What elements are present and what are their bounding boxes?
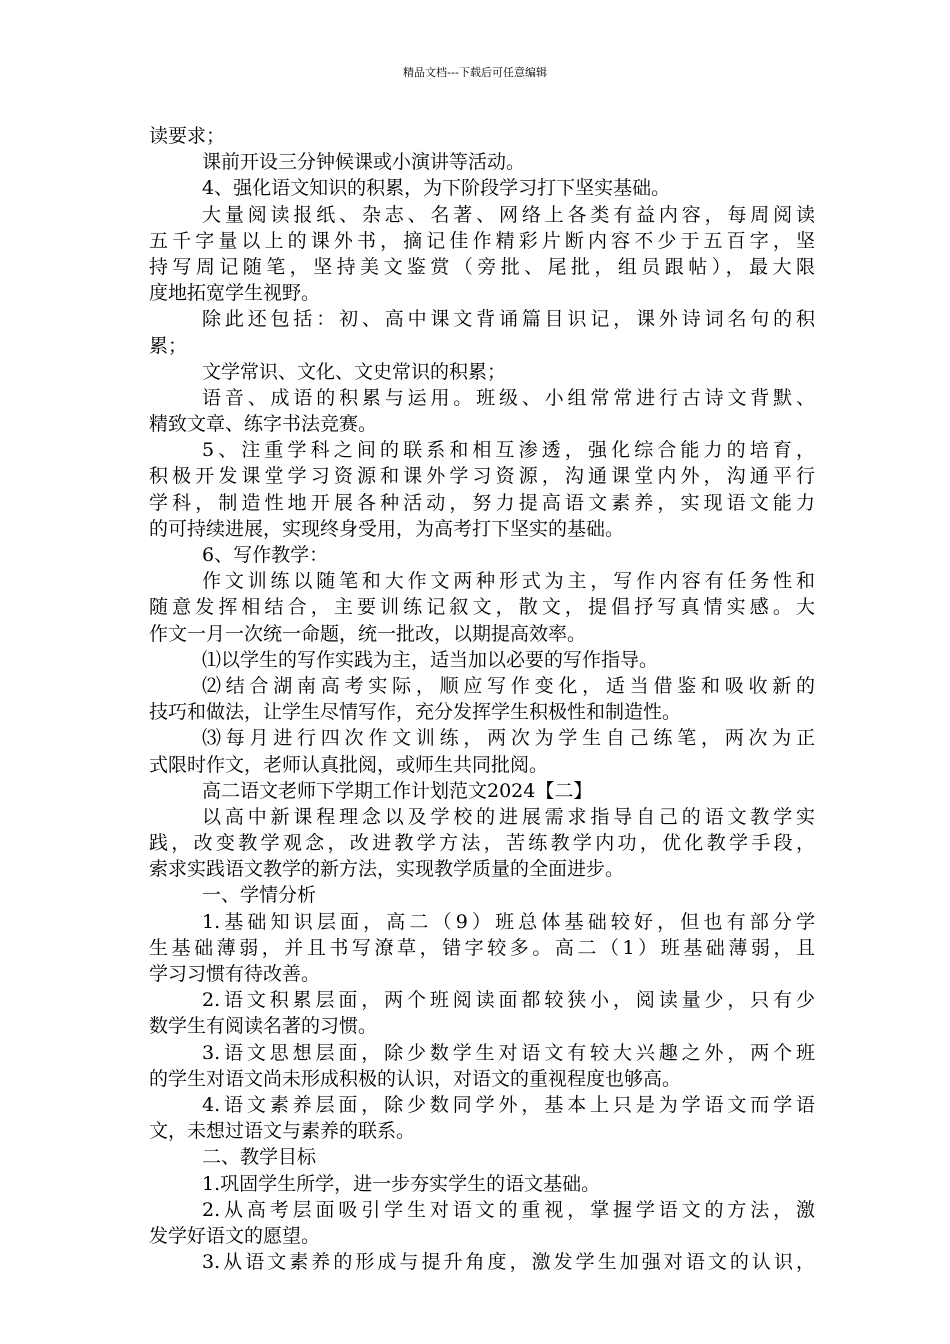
text-line: 4.语文素养层面，除少数同学外，基本上只是为学语文而学语 (202, 1093, 815, 1116)
text-line: 4、强化语文知识的积累，为下阶段学习打下坚实基础。 (202, 177, 671, 200)
page-header: 精品文档---下载后可任意编辑 (403, 66, 547, 79)
text-line: 作文训练以随笔和大作文两种形式为主，写作内容有任务性和 (202, 570, 815, 593)
text-line: 度地拓宽学生视野。 (149, 282, 321, 305)
text-line: 的可持续进展，实现终身受用，为高考打下坚实的基础。 (149, 517, 625, 540)
text-line: 学习习惯有待改善。 (149, 963, 321, 985)
text-line: 课前开设三分钟候课或小演讲等活动。 (202, 151, 526, 174)
text-line: 大量阅读报纸、杂志、名著、网络上各类有益内容，每周阅读 (202, 203, 815, 226)
document-body (149, 123, 815, 1275)
text-line: 式限时作文，老师认真批阅，或师生共同批阅。 (149, 753, 549, 776)
text-line: 二、教学目标 (202, 1146, 317, 1169)
text-line: 文学常识、文化、文史常识的积累； (202, 360, 507, 383)
text-line: 一、学情分析 (202, 884, 317, 907)
text-line: 1.基础知识层面，高二（9）班总体基础较好，但也有部分学 (202, 910, 815, 933)
text-line: 语音、成语的积累与运用。班级、小组常常进行古诗文背默、 (202, 386, 815, 409)
text-line: 随意发挥相结合，主要训练记叙文，散文，提倡抒写真情实感。大 (149, 596, 815, 619)
text-line: 1.巩固学生所学，进一步夯实学生的语文基础。 (202, 1172, 601, 1195)
text-line: 2.语文积累层面，两个班阅读面都较狭小，阅读量少，只有少 (202, 989, 815, 1012)
text-line: 2.从高考层面吸引学生对语文的重视，掌握学语文的方法，激 (202, 1198, 815, 1221)
text-line: 作文一月一次统一命题，统一批改，以期提高效率。 (149, 622, 587, 645)
text-line: 生基础薄弱，并且书写潦草，错字较多。高二（1）班基础薄弱，且 (149, 936, 815, 959)
text-line: 精致文章、练字书法竞赛。 (149, 413, 378, 436)
text-line: 持写周记随笔，坚持美文鉴赏（旁批、尾批，组员跟帖），最大限 (149, 255, 815, 278)
text-line: ⑵结合湖南高考实际，顺应写作变化，适当借鉴和吸收新的 (202, 674, 815, 697)
text-line: 索求实践语文教学的新方法，实现教学质量的全面进步。 (149, 858, 625, 881)
text-line: ⑴以学生的写作实践为主，适当加以必要的写作指导。 (202, 648, 659, 671)
text-line: 以高中新课程理念以及学校的进展需求指导自己的语文教学实 (202, 805, 815, 828)
text-line: 的学生对语文尚未形成积极的认识，对语文的重视程度也够高。 (149, 1067, 682, 1090)
text-line: 高二语文老师下学期工作计划范文2024【二】 (202, 779, 593, 802)
text-line: 6、写作教学： (202, 544, 329, 566)
text-line: 累； (149, 334, 188, 357)
text-line: ⑶每月进行四次作文训练，两次为学生自己练笔，两次为正 (202, 727, 815, 750)
text-line: 3.语文思想层面，除少数学生对语文有较大兴趣之外，两个班 (202, 1041, 815, 1064)
text-line: 积极开发课堂学习资源和课外学习资源，沟通课堂内外，沟通平行 (149, 465, 815, 488)
text-line: 发学好语文的愿望。 (149, 1224, 321, 1247)
text-line: 文，未想过语文与素养的联系。 (149, 1120, 416, 1143)
text-line: 5、注重学科之间的联系和相互渗透，强化综合能力的培育， (202, 439, 815, 462)
text-line: 技巧和做法，让学生尽情写作，充分发挥学生积极性和制造性。 (149, 701, 682, 724)
text-line: 学科，制造性地开展各种活动，努力提高语文素养，实现语文能力 (149, 491, 815, 514)
text-line: 除此还包括：初、高中课文背诵篇目识记，课外诗词名句的积 (202, 308, 815, 331)
text-line: 数学生有阅读名著的习惯。 (149, 1015, 378, 1038)
text-line: 践，改变教学观念，改进教学方法，苦练教学内功，优化教学手段， (149, 832, 815, 855)
text-line: 读要求； (149, 125, 226, 147)
text-line: 五千字量以上的课外书，摘记佳作精彩片断内容不少于五百字，坚 (149, 229, 815, 252)
text-line: 3.从语文素养的形成与提升角度，激发学生加强对语文的认识， (202, 1251, 815, 1274)
